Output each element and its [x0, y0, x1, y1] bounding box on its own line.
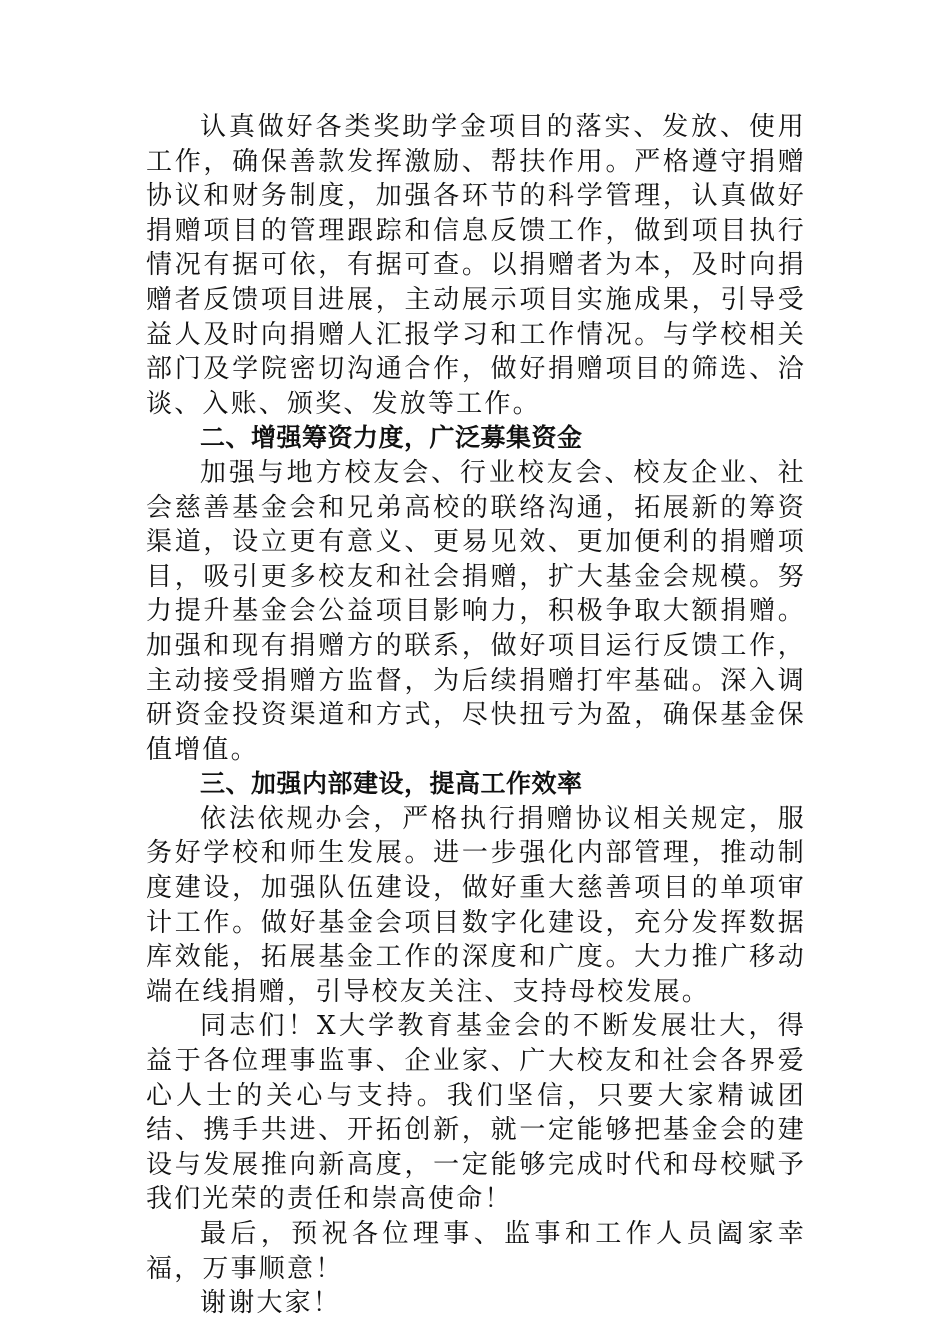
document-page [146, 110, 806, 1321]
paragraph-fundraising: 加强与地方校友会、行业校友会、校友企业、社会慈善基金会和兄弟高校的联络沟通，拓展新的筹资渠道，设立更有意义、更易见效、更加便利的捐赠项目，吸引更多校友和社会捐赠，扩大基金会规模。努力提升基金会公益项目影响力，积极争取大额捐赠。加强和现有捐赠方的联系，做好项目运行反馈工作，主动接受捐赠方监督，为后续捐赠打牢基础。深入调研资金投资渠道和方式，尽快扭亏为盈，确保基金保值增值。 [146, 457, 806, 765]
paragraph-internal-building: 依法依规办会，严格执行捐赠协议相关规定，服务好学校和师生发展。进一步强化内部管理，推动制度建设，加强队伍建设，做好重大慈善项目的单项审计工作。做好基金会项目数字化建设，充分发挥数据库效能，拓展基金工作的深度和广度。大力推广移动端在线捐赠，引导校友关注、支持母校发展。 [146, 803, 806, 1007]
paragraph-comrades: 同志们！X大学教育基金会的不断发展壮大，得益于各位理事监事、企业家、广大校友和社会各界爱心人士的关心与支持。我们坚信，只要大家精诚团结、携手共进、开拓创新，就一定能够把基金会的建设与发展推向新高度，一定能够完成时代和母校赋予我们光荣的责任和崇高使命！ [146, 1011, 806, 1215]
paragraph-scholarship-management: 认真做好各类奖助学金项目的落实、发放、使用工作，确保善款发挥激励、帮扶作用。严格遵守捐赠协议和财务制度，加强各环节的科学管理，认真做好捐赠项目的管理跟踪和信息反馈工作，做到项目执行情况有据可依，有据可查。以捐赠者为本，及时向捐赠者反馈项目进展，主动展示项目实施成果，引导受益人及时向捐赠人汇报学习和工作情况。与学校相关部门及学院密切沟通合作，做好捐赠项目的筛选、洽谈、入账、颁奖、发放等工作。 [146, 112, 806, 419]
paragraph-closing-wishes: 最后，预祝各位理事、监事和工作人员阖家幸福，万事顺意！ [146, 1219, 806, 1284]
section-heading-internal-building: 三、加强内部建设，提高工作效率 [200, 769, 583, 799]
section-heading-fundraising: 二、增强筹资力度，广泛募集资金 [200, 423, 583, 453]
paragraph-thanks: 谢谢大家！ [200, 1288, 342, 1319]
